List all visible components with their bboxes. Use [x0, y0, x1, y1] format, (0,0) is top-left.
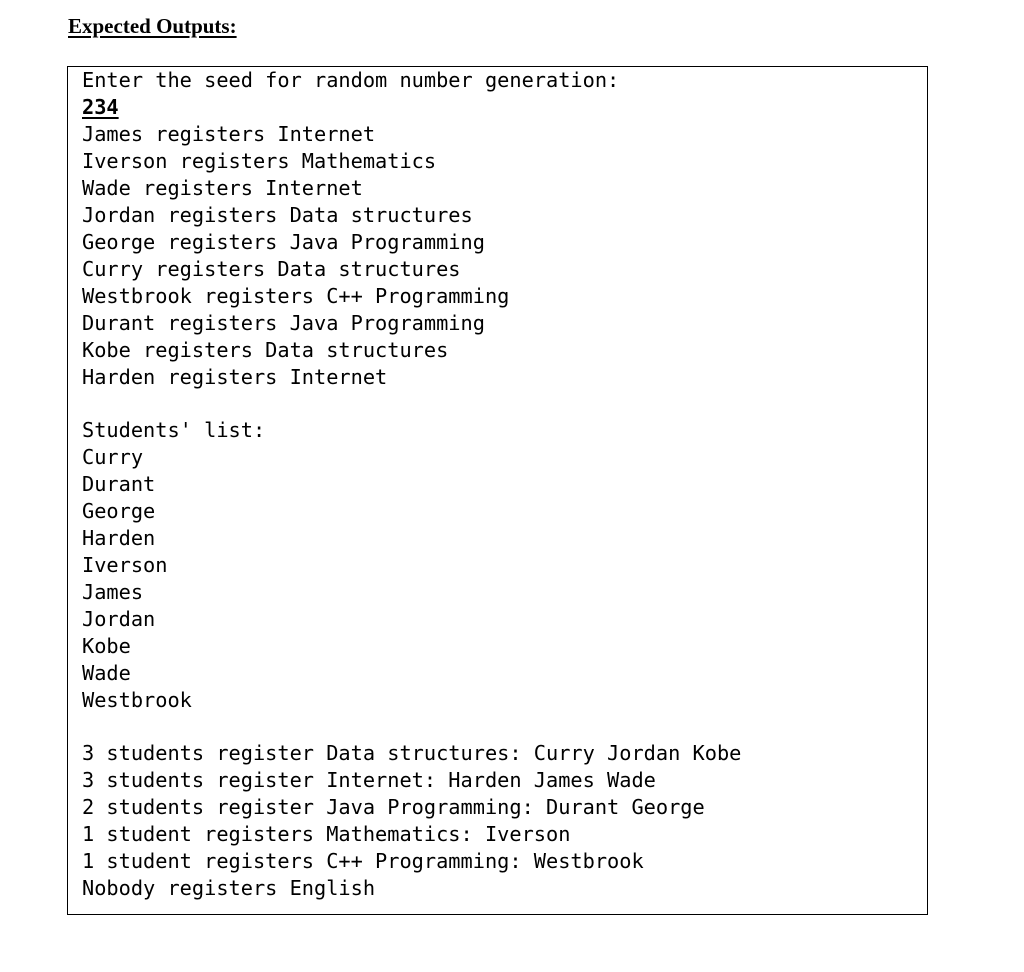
student-name: Iverson — [82, 553, 168, 577]
summary-line: 2 students register Java Programming: Durant George — [82, 795, 705, 819]
registration-line: Wade registers Internet — [82, 176, 363, 200]
student-name: Westbrook — [82, 688, 192, 712]
student-name: Harden — [82, 526, 156, 550]
registration-line: Westbrook registers C++ Programming — [82, 284, 510, 308]
student-name: James — [82, 580, 144, 604]
student-name: George — [82, 499, 156, 523]
registration-line: Kobe registers Data structures — [82, 338, 449, 362]
registration-line: Jordan registers Data structures — [82, 203, 473, 227]
summary-line: 1 student registers Mathematics: Iverson — [82, 822, 571, 846]
student-name: Kobe — [82, 634, 131, 658]
students-list-header: Students' list: — [82, 418, 266, 442]
registration-line: Durant registers Java Programming — [82, 311, 485, 335]
summary-line: 1 student registers C++ Programming: Westbrook — [82, 849, 644, 873]
student-name: Jordan — [82, 607, 156, 631]
student-name: Durant — [82, 472, 156, 496]
seed-input-value: 234 — [82, 95, 119, 119]
summary-line: 3 students register Internet: Harden James Wade — [82, 768, 656, 792]
console-output-box — [67, 66, 928, 915]
registration-line: Harden registers Internet — [82, 365, 388, 389]
registration-line: James registers Internet — [82, 122, 376, 146]
summary-line: Nobody registers English — [82, 876, 376, 900]
registration-line: Curry registers Data structures — [82, 257, 461, 281]
expected-outputs-heading: Expected Outputs: — [68, 14, 237, 38]
student-name: Curry — [82, 445, 144, 469]
registration-line: George registers Java Programming — [82, 230, 485, 254]
student-name: Wade — [82, 661, 131, 685]
seed-prompt: Enter the seed for random number generation: — [82, 68, 620, 92]
registration-line: Iverson registers Mathematics — [82, 149, 437, 173]
summary-line: 3 students register Data structures: Curry Jordan Kobe — [82, 741, 742, 765]
